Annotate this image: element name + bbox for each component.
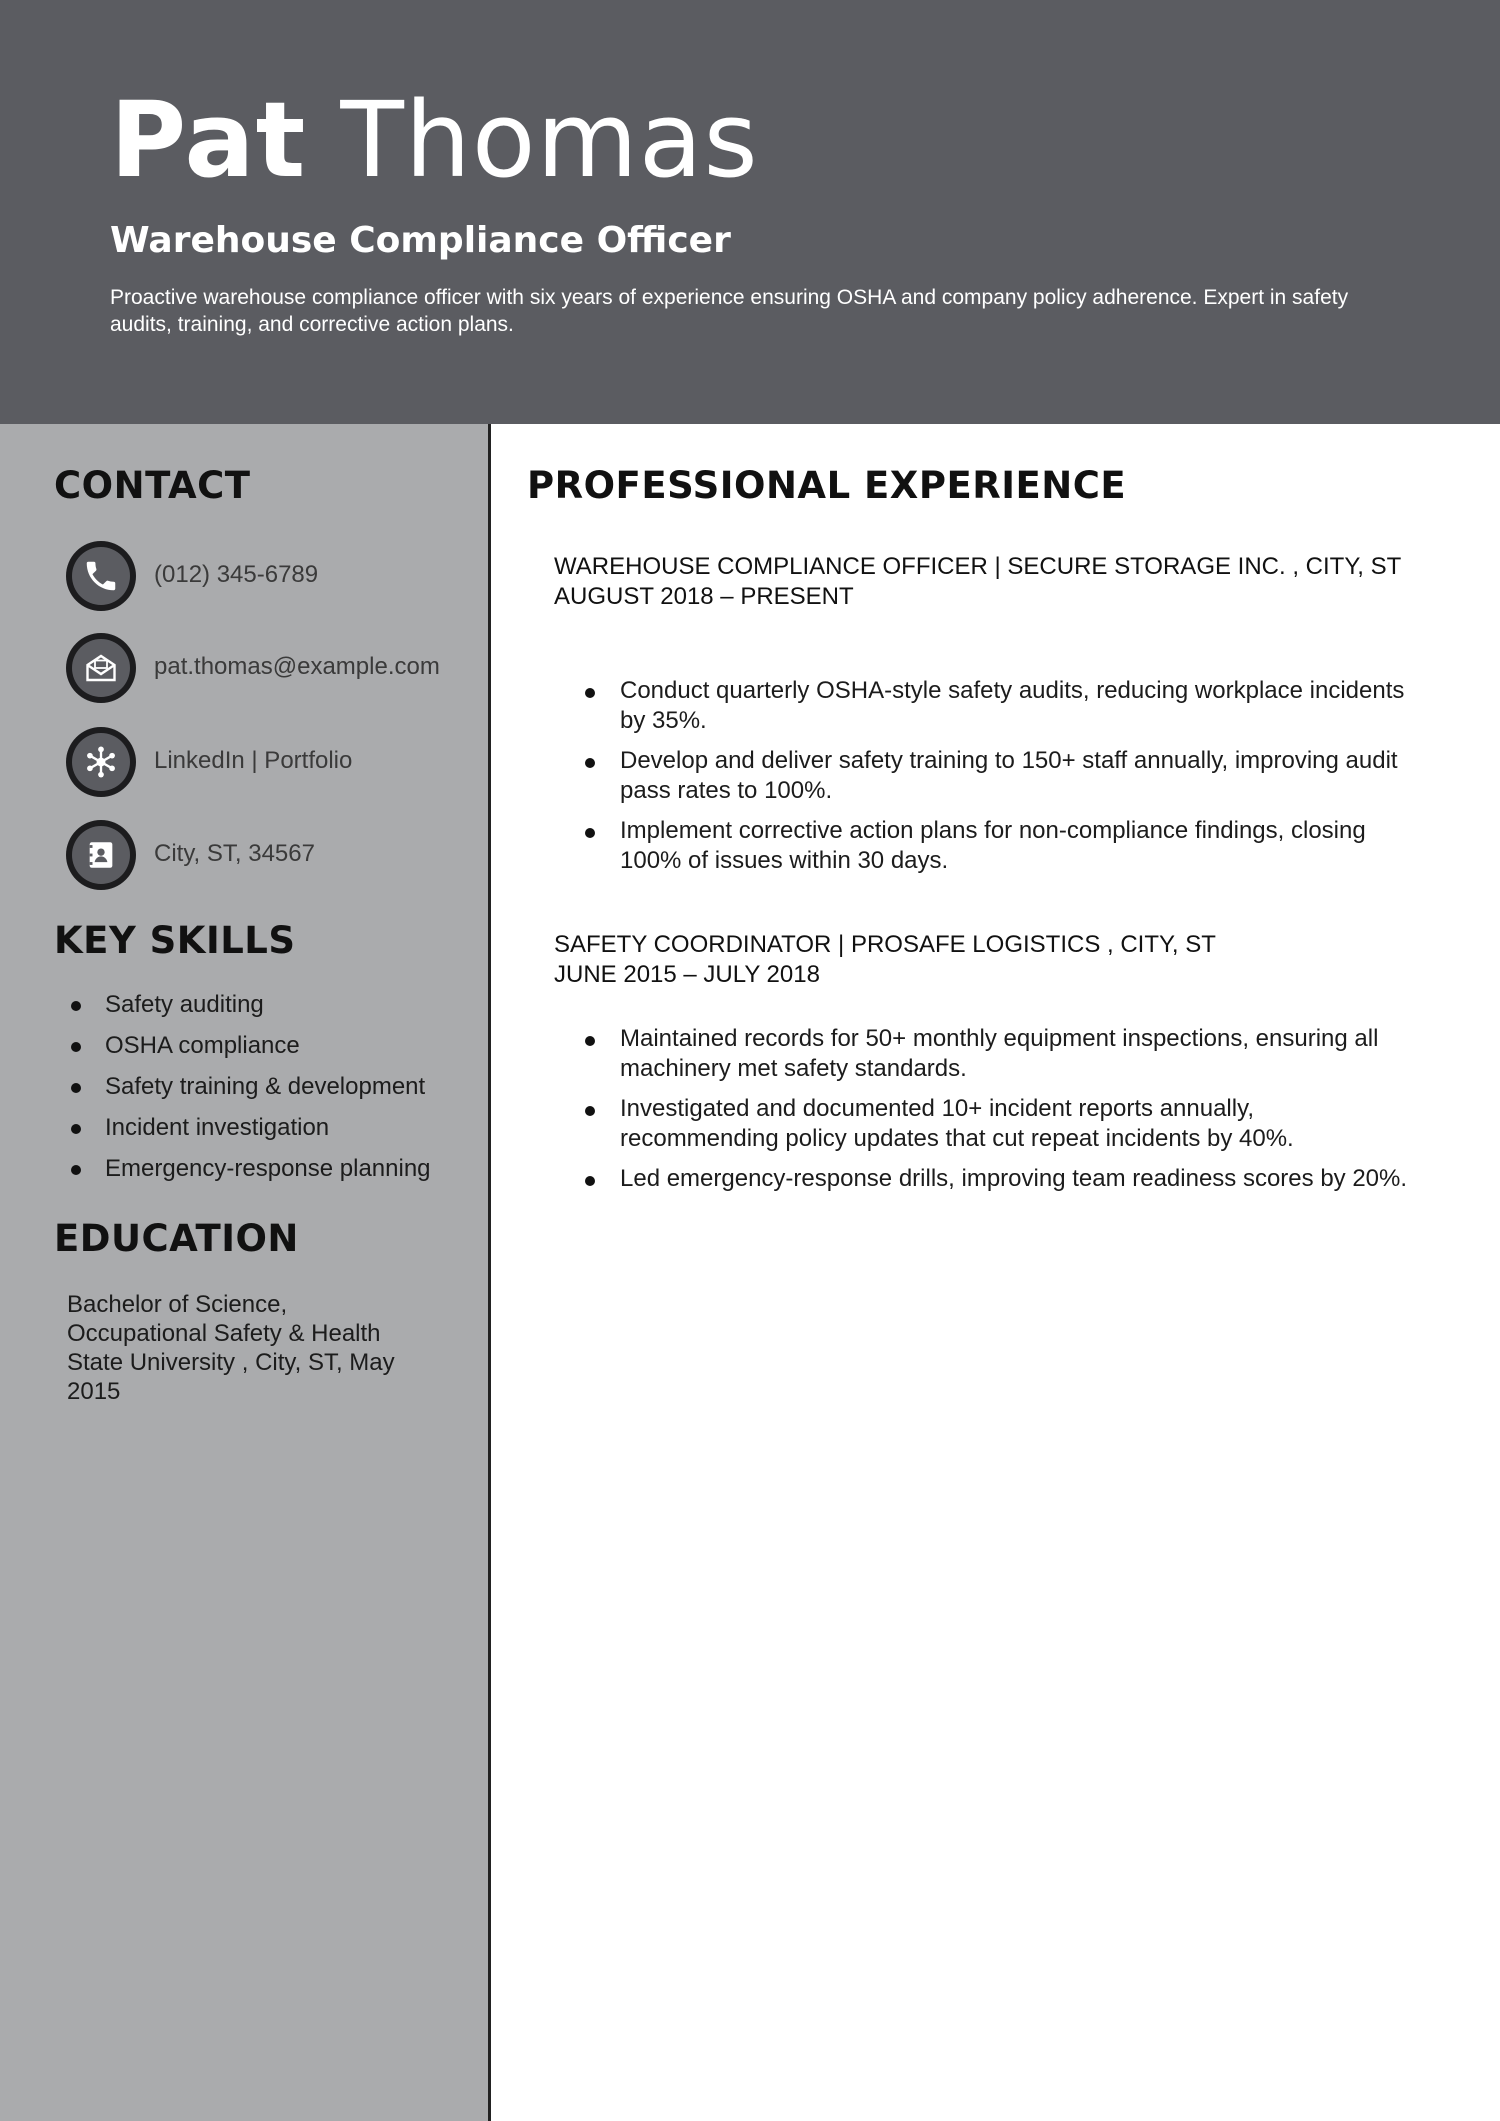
candidate-name [110, 78, 759, 203]
job-title: Warehouse Compliance Officer [110, 220, 731, 261]
skill-item: OSHA compliance [66, 1031, 431, 1072]
job-title-company: WAREHOUSE COMPLIANCE OFFICER | SECURE STORAGE INC. , CITY, ST [554, 553, 1402, 580]
contact-phone [66, 541, 486, 611]
job-bullet: Develop and deliver safety training to 150+ staff annually, improving audit pass rates to 100%. [554, 746, 1414, 806]
key-skills-heading: KEY SKILLS [54, 919, 296, 962]
education-entry: Bachelor of Science, Occupational Safety & Health State University , City, ST, May 2015 [67, 1291, 395, 1405]
email-address[interactable]: pat.thomas@example.com [154, 653, 440, 680]
phone-number[interactable]: (012) 345-6789 [154, 561, 319, 588]
first-name: Pat [110, 79, 307, 201]
job-bullet: Conduct quarterly OSHA-style safety audits, reducing workplace incidents by 35%. [554, 676, 1414, 736]
contact-email [66, 633, 486, 703]
job-dates: AUGUST 2018 – PRESENT [554, 583, 854, 610]
contact-links [66, 727, 486, 797]
network-icon [66, 727, 136, 797]
skill-item: Incident investigation [66, 1113, 431, 1154]
contact-address [66, 820, 486, 890]
job-dates: JUNE 2015 – JULY 2018 [554, 961, 820, 988]
education-heading: EDUCATION [54, 1217, 299, 1260]
address-icon [66, 820, 136, 890]
profile-summary: Proactive warehouse compliance officer with six years of experience ensuring OSHA and company policy adherence. Expert in safety audits, training, and corrective action plans. [110, 286, 1349, 336]
last-name: Thomas [340, 79, 759, 201]
contact-heading: CONTACT [54, 464, 251, 507]
column-divider [488, 424, 491, 2121]
skill-item: Safety training & development [66, 1072, 431, 1113]
skills-list [66, 990, 431, 1195]
phone-icon [66, 541, 136, 611]
job-entry-header [554, 552, 1414, 612]
skill-item: Emergency-response planning [66, 1154, 431, 1195]
resume-header [0, 0, 1500, 424]
job-bullets [554, 676, 1414, 886]
job-bullet: Led emergency-response drills, improving team readiness scores by 20%. [554, 1164, 1414, 1194]
job-entry-header [554, 930, 1414, 990]
email-icon [66, 633, 136, 703]
job-title-company: SAFETY COORDINATOR | PROSAFE LOGISTICS , CITY, ST [554, 931, 1216, 958]
skill-item: Safety auditing [66, 990, 431, 1031]
linkedin-portfolio-link[interactable]: LinkedIn | Portfolio [154, 747, 353, 774]
job-bullet: Investigated and documented 10+ incident reports annually, recommending policy updates that cut repeat incidents by 40%. [554, 1094, 1414, 1154]
experience-heading: PROFESSIONAL EXPERIENCE [527, 464, 1127, 507]
job-bullet: Maintained records for 50+ monthly equipment inspections, ensuring all machinery met safety standards. [554, 1024, 1414, 1084]
job-bullet: Implement corrective action plans for non-compliance findings, closing 100% of issues within 30 days. [554, 816, 1414, 876]
job-bullets [554, 1024, 1414, 1204]
city-address: City, ST, 34567 [154, 840, 315, 867]
